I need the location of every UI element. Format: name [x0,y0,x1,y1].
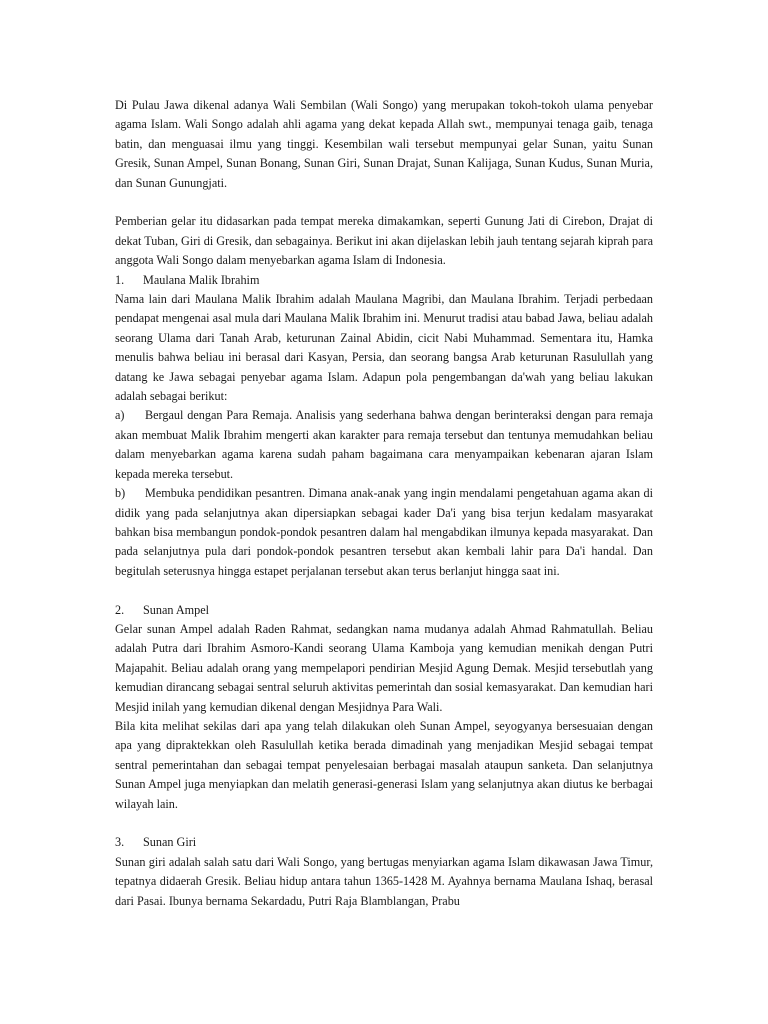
section-number: 3. [115,835,125,850]
section-heading-sunan-ampel [115,601,653,620]
point-letter: b) [115,486,126,501]
section-1-point-b [115,484,653,581]
section-heading-sunan-giri [115,833,653,852]
paragraph-gap [115,814,653,833]
section-heading-maulana-malik-ibrahim [115,271,653,290]
section-title: Sunan Giri [143,835,197,850]
section-3-paragraph-1: Sunan giri adalah salah satu dari Wali Songo, yang bertugas menyiarkan agama Islam dikawasan Jawa Timur, tepatnya didaerah Gresik. Beliau hidup antara tahun 1365-1428 M. Ayahnya bernama Maulana Ishaq, berasal dari Pasai. Ibunya bernama Sekardadu, Putri Raja Blamblangan, Prabu [115,854,653,908]
section-1-paragraph-1: Nama lain dari Maulana Malik Ibrahim adalah Maulana Magribi, dan Maulana Ibrahim. Terjadi perbedaan pendapat mengenai asal mula dari Maulana Malik Ibrahim ini. Menurut tradisi atau babad Jawa, beliau adalah seorang Ulama dari Tanah Arab, keturunan Zainal Abidin, cicit Nabi Muhammad. Sementara itu, Hamka menulis bahwa beliau ini berasal dari Kasyan, Persia, dan seorang bangsa Arab keturunan Rasulullah yang datang ke Jawa sebagai penyebar agama Islam. Adapun pola pengembangan da'wah yang beliau lakukan adalah sebagai berikut: [115,292,653,404]
intro-paragraph-2: Pemberian gelar itu didasarkan pada tempat mereka dimakamkan, seperti Gunung Jati di Cirebon, Drajat di dekat Tuban, Giri di Gresik, dan sebagainya. Berikut ini akan dijelaskan lebih jauh tentang sejarah kiprah para anggota Wali Songo dalam menyebarkan agama Islam di Indonesia. [115,214,653,268]
section-number: 1. [115,272,125,287]
section-1-point-a [115,406,653,484]
point-letter: a) [115,408,125,423]
section-title: Maulana Malik Ibrahim [143,272,260,287]
section-number: 2. [115,602,125,617]
point-text: Membuka pendidikan pesantren. Dimana anak-anak yang ingin mendalami pengetahuan agama akan di didik yang pada selanjutnya akan dipersiapkan sebagai kader Da'i yang bisa terjun kedalam masyarakat bahkan bisa membangun pondok-pondok pesantren dalam hal mengabdikan ilmunya kepada masyarakat. Dan pada selanjutnya pula dari pondok-pondok pesantren tersebut akan kembali lahir para Da'i handal. Dan begitulah seterusnya hingga estapet perjalanan tersebut akan terus berlanjut hingga saat ini. [115,486,653,578]
point-text: Bergaul dengan Para Remaja. Analisis yang sederhana bahwa dengan berinteraksi dengan para remaja akan membuat Malik Ibrahim mengerti akan karakter para remaja tersebut dan tentunya memudahkan beliau dalam menyebarkan agama karena sudah paham bagaimana cara menyampaikan kebenaran ajaran Islam kepada mereka tersebut. [115,408,653,481]
section-2-paragraph-1: Gelar sunan Ampel adalah Raden Rahmat, sedangkan nama mudanya adalah Ahmad Rahmatullah. Beliau adalah Putra dari Ibrahim Asmoro-Kandi seorang Ulama Kamboja yang kemudian menikah dengan Putri Majapahit. Beliau adalah orang yang mempelapori pendirian Mesjid Agung Demak. Mesjid tersebutlah yang kemudian dirancang sebagai sentral seluruh aktivitas pemerintah dan sosial kemasyarakat. Dan kemudian hari Mesjid inilah yang kemudian dikenal dengan Mesjidnya Para Wali. [115,621,653,714]
paragraph-gap [115,193,653,212]
paragraph-gap [115,581,653,600]
intro-paragraph-1: Di Pulau Jawa dikenal adanya Wali Sembilan (Wali Songo) yang merupakan tokoh-tokoh ulama penyebar agama Islam. Wali Songo adalah ahli agama yang dekat kepada Allah swt., mempunyai tenaga gaib, tenaga batin, dan menguasai ilmu yang tinggi. Kesembilan wali tersebut mempunyai gelar Sunan, yaitu Sunan Gresik, Sunan Ampel, Sunan Bonang, Sunan Giri, Sunan Drajat, Sunan Kalijaga, Sunan Kudus, Sunan Muria, dan Sunan Gunungjati. [115,98,653,190]
section-2-paragraph-2: Bila kita melihat sekilas dari apa yang telah dilakukan oleh Sunan Ampel, seyogyanya bersesuaian dengan apa yang dipraktekkan oleh Rasulullah ketika berada dimadinah yang menjadikan Mesjid sebagai tempat sentral pemerintahan dan sebagai tempat penyelesaian berbagai masalah ataupun sanketa. Dan selanjutnya Sunan Ampel juga menyiapkan dan melatih generasi-generasi Islam yang selanjutnya akan diutus ke berbagai wilayah lain. [115,718,653,811]
document-page [115,96,653,911]
section-title: Sunan Ampel [143,602,210,617]
